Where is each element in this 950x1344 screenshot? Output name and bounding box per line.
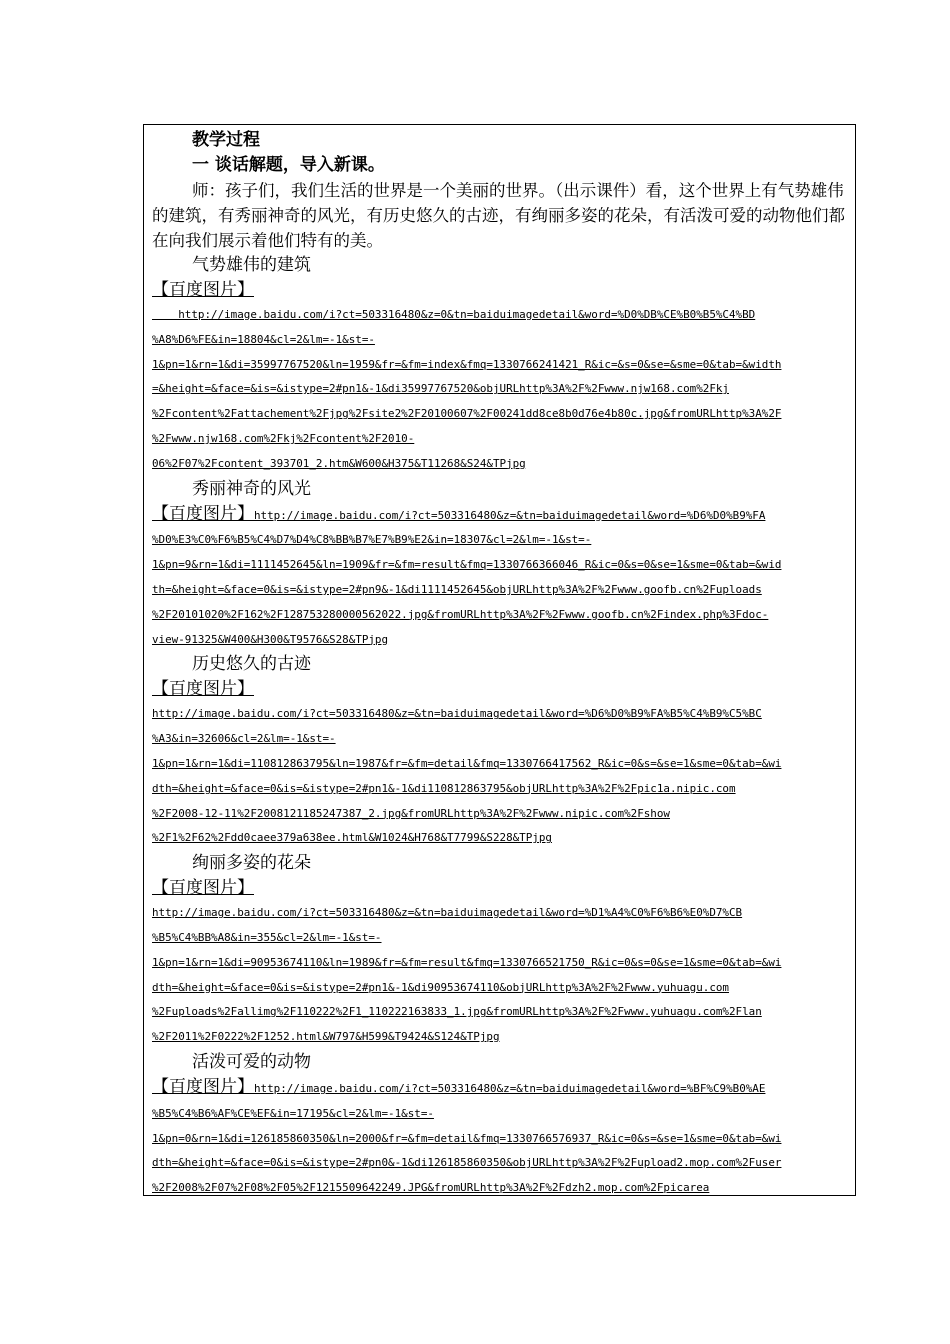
link-line[interactable]: 1&pn=0&rn=1&di=126185860350&ln=2000&fr=&fm=detail&fmq=1330766576937_R&ic=0&s=&se=1&sme=0&tab=&wi [152, 1131, 782, 1145]
link-line[interactable]: %A3&in=32606&cl=2&lm=-1&st=- [152, 732, 336, 746]
link-line[interactable]: 06%2F07%2Fcontent_393701_2.htm&W600&H375&T11268&S24&TPjpg [152, 456, 526, 470]
link-line[interactable]: http://image.baidu.com/i?ct=503316480&z=&tn=baiduimagedetail&word=%BF%C9%B0%AE [254, 1081, 766, 1095]
link-line[interactable]: view-91325&W400&H300&T9576&S28&TPjpg [152, 632, 389, 646]
link-line[interactable]: 1&pn=9&rn=1&di=1111452645&ln=1909&fr=&fm=result&fmq=1330766366046_R&ic=0&s=0&se=1&sme=0&tab=&wid [152, 558, 782, 572]
image-link[interactable] [152, 528, 847, 652]
link-line[interactable]: %2Fuploads%2Fallimg%2F110222%2F1_110222163833_1.jpg&fromURLhttp%3A%2F%2Fwww.yuhuagu.com%2Flan [152, 1005, 762, 1019]
link-line[interactable]: =&height=&face=&is=&istype=2#pn1&-1&di35997767520&objURLhttp%3A%2F%2Fwww.njw168.com%2Fkj [152, 382, 729, 396]
link-line[interactable]: th=&height=&face=0&is=&istype=2#pn9&-1&di1111452645&objURLhttp%3A%2F%2Fwww.goofb.cn%2Fuploads [152, 582, 762, 596]
baidu-image-tag[interactable]: 【百度图片】 [152, 503, 254, 524]
link-line[interactable]: %2F1%2F62%2Fdd0caee379a638ee.html&W1024&H768&T7799&S228&TPjpg [152, 831, 552, 845]
link-line[interactable]: http://image.baidu.com/i?ct=503316480&z=&tn=baiduimagedetail&word=%D6%D0%B9%FA%B5%C4%B9%C5%BC [152, 707, 762, 721]
baidu-image-tag[interactable]: 【百度图片】 [152, 878, 254, 899]
link-line[interactable]: %2Fwww.njw168.com%2Fkj%2Fcontent%2F2010- [152, 431, 415, 445]
tag-and-link-line [152, 502, 847, 529]
link-line[interactable]: http://image.baidu.com/i?ct=503316480&z=0&tn=baiduimagedetail&word=%D0%DB%CE%B0%B5%C4%BD [152, 308, 756, 321]
link-line[interactable]: dth=&height=&face=0&is=&istype=2#pn0&-1&di126185860350&objURLhttp%3A%2F%2Fupload2.mop.com%2Fuser [152, 1156, 782, 1170]
baidu-image-tag[interactable]: 【百度图片】 [152, 280, 254, 300]
link-line[interactable]: %2F2008-12-11%2F2008121185247387_2.jpg&fromURLhttp%3A%2F%2Fwww.nipic.com%2Fshow [152, 806, 670, 820]
link-line[interactable]: dth=&height=&face=0&is=&istype=2#pn1&-1&di110812863795&objURLhttp%3A%2F%2Fpic1a.nipic.com [152, 781, 736, 795]
lesson-table-cell [143, 124, 856, 1196]
item-title: 气势雄伟的建筑 [192, 255, 311, 275]
section-title: 一 谈话解题，导入新课。 [192, 155, 385, 175]
link-line[interactable]: %A8%D6%FE&in=18804&cl=2&lm=-1&st=- [152, 332, 375, 346]
link-line[interactable]: dth=&height=&face=0&is=&istype=2#pn1&-1&di90953674110&objURLhttp%3A%2F%2Fwww.yuhuagu.com [152, 980, 729, 994]
item-title: 秀丽神奇的风光 [192, 478, 311, 499]
baidu-image-tag[interactable]: 【百度图片】 [152, 679, 254, 700]
link-line[interactable]: %D0%E3%C0%F6%B5%C4%D7%D4%C8%BB%B7%E7%B9%E2&in=18307&cl=2&lm=-1&st=- [152, 533, 592, 547]
link-line[interactable]: %2Fcontent%2Fattachement%2Fjpg%2Fsite2%2F20100607%2F00241dd8ce8b0d76e4b80c.jpg&fromURLhttp%3A%2F [152, 407, 782, 421]
baidu-image-tag[interactable]: 【百度图片】 [152, 1076, 254, 1097]
item-title: 历史悠久的古迹 [192, 654, 311, 675]
link-line[interactable]: %2F2011%2F0222%2F1252.html&W797&H599&T9424&S124&TPjpg [152, 1030, 500, 1044]
page-heading: 教学过程 [192, 130, 260, 150]
image-link[interactable] [152, 1102, 847, 1201]
lesson-content [152, 128, 847, 1201]
link-line[interactable]: http://image.baidu.com/i?ct=503316480&z=&tn=baiduimagedetail&word=%D1%A4%C0%F6%B6%E0%D7%CB [152, 906, 743, 920]
link-line[interactable]: %2F20101020%2F162%2F128753280000562022.jpg&fromURLhttp%3A%2F%2Fwww.goofb.cn%2Findex.php%3Fdoc- [152, 607, 769, 621]
link-line[interactable]: %2F2008%2F07%2F08%2F05%2F1215509642249.JPG&fromURLhttp%3A%2F%2Fdzh2.mop.com%2Fpicarea [152, 1181, 710, 1195]
tag-and-link-line [152, 1075, 847, 1102]
item-title: 活泼可爱的动物 [192, 1051, 311, 1072]
intro-paragraph: 师：孩子们，我们生活的世界是一个美丽的世界。（出示课件）看，这个世界上有气势雄伟的建筑，有秀丽神奇的风光，有历史悠久的古迹，有绚丽多姿的花朵，有活泼可爱的动物他们都在向我们展示着他们特有的美。 [152, 181, 845, 250]
link-line[interactable]: %B5%C4%B6%AF%CE%EF&in=17195&cl=2&lm=-1&st=- [152, 1106, 434, 1120]
link-line[interactable]: %B5%C4%BB%A8&in=355&cl=2&lm=-1&st=- [152, 930, 382, 944]
link-line[interactable]: 1&pn=1&rn=1&di=35997767520&ln=1959&fr=&fm=index&fmq=1330766241421_R&ic=&s=0&se=&sme=0&tab=&width [152, 357, 782, 371]
link-line[interactable]: http://image.baidu.com/i?ct=503316480&z=&tn=baiduimagedetail&word=%D6%D0%B9%FA [254, 508, 766, 522]
image-link[interactable] [152, 303, 847, 477]
image-link[interactable] [152, 901, 847, 1050]
link-line[interactable]: 1&pn=1&rn=1&di=90953674110&ln=1989&fr=&fm=result&fmq=1330766521750_R&ic=0&s=0&se=1&sme=0&tab=&wi [152, 955, 782, 969]
item-title: 绚丽多姿的花朵 [192, 853, 311, 874]
image-link[interactable] [152, 702, 847, 851]
link-line[interactable]: 1&pn=1&rn=1&di=110812863795&ln=1987&fr=&fm=detail&fmq=1330766417562_R&ic=0&s=&se=1&sme=0&tab=&wi [152, 756, 782, 770]
